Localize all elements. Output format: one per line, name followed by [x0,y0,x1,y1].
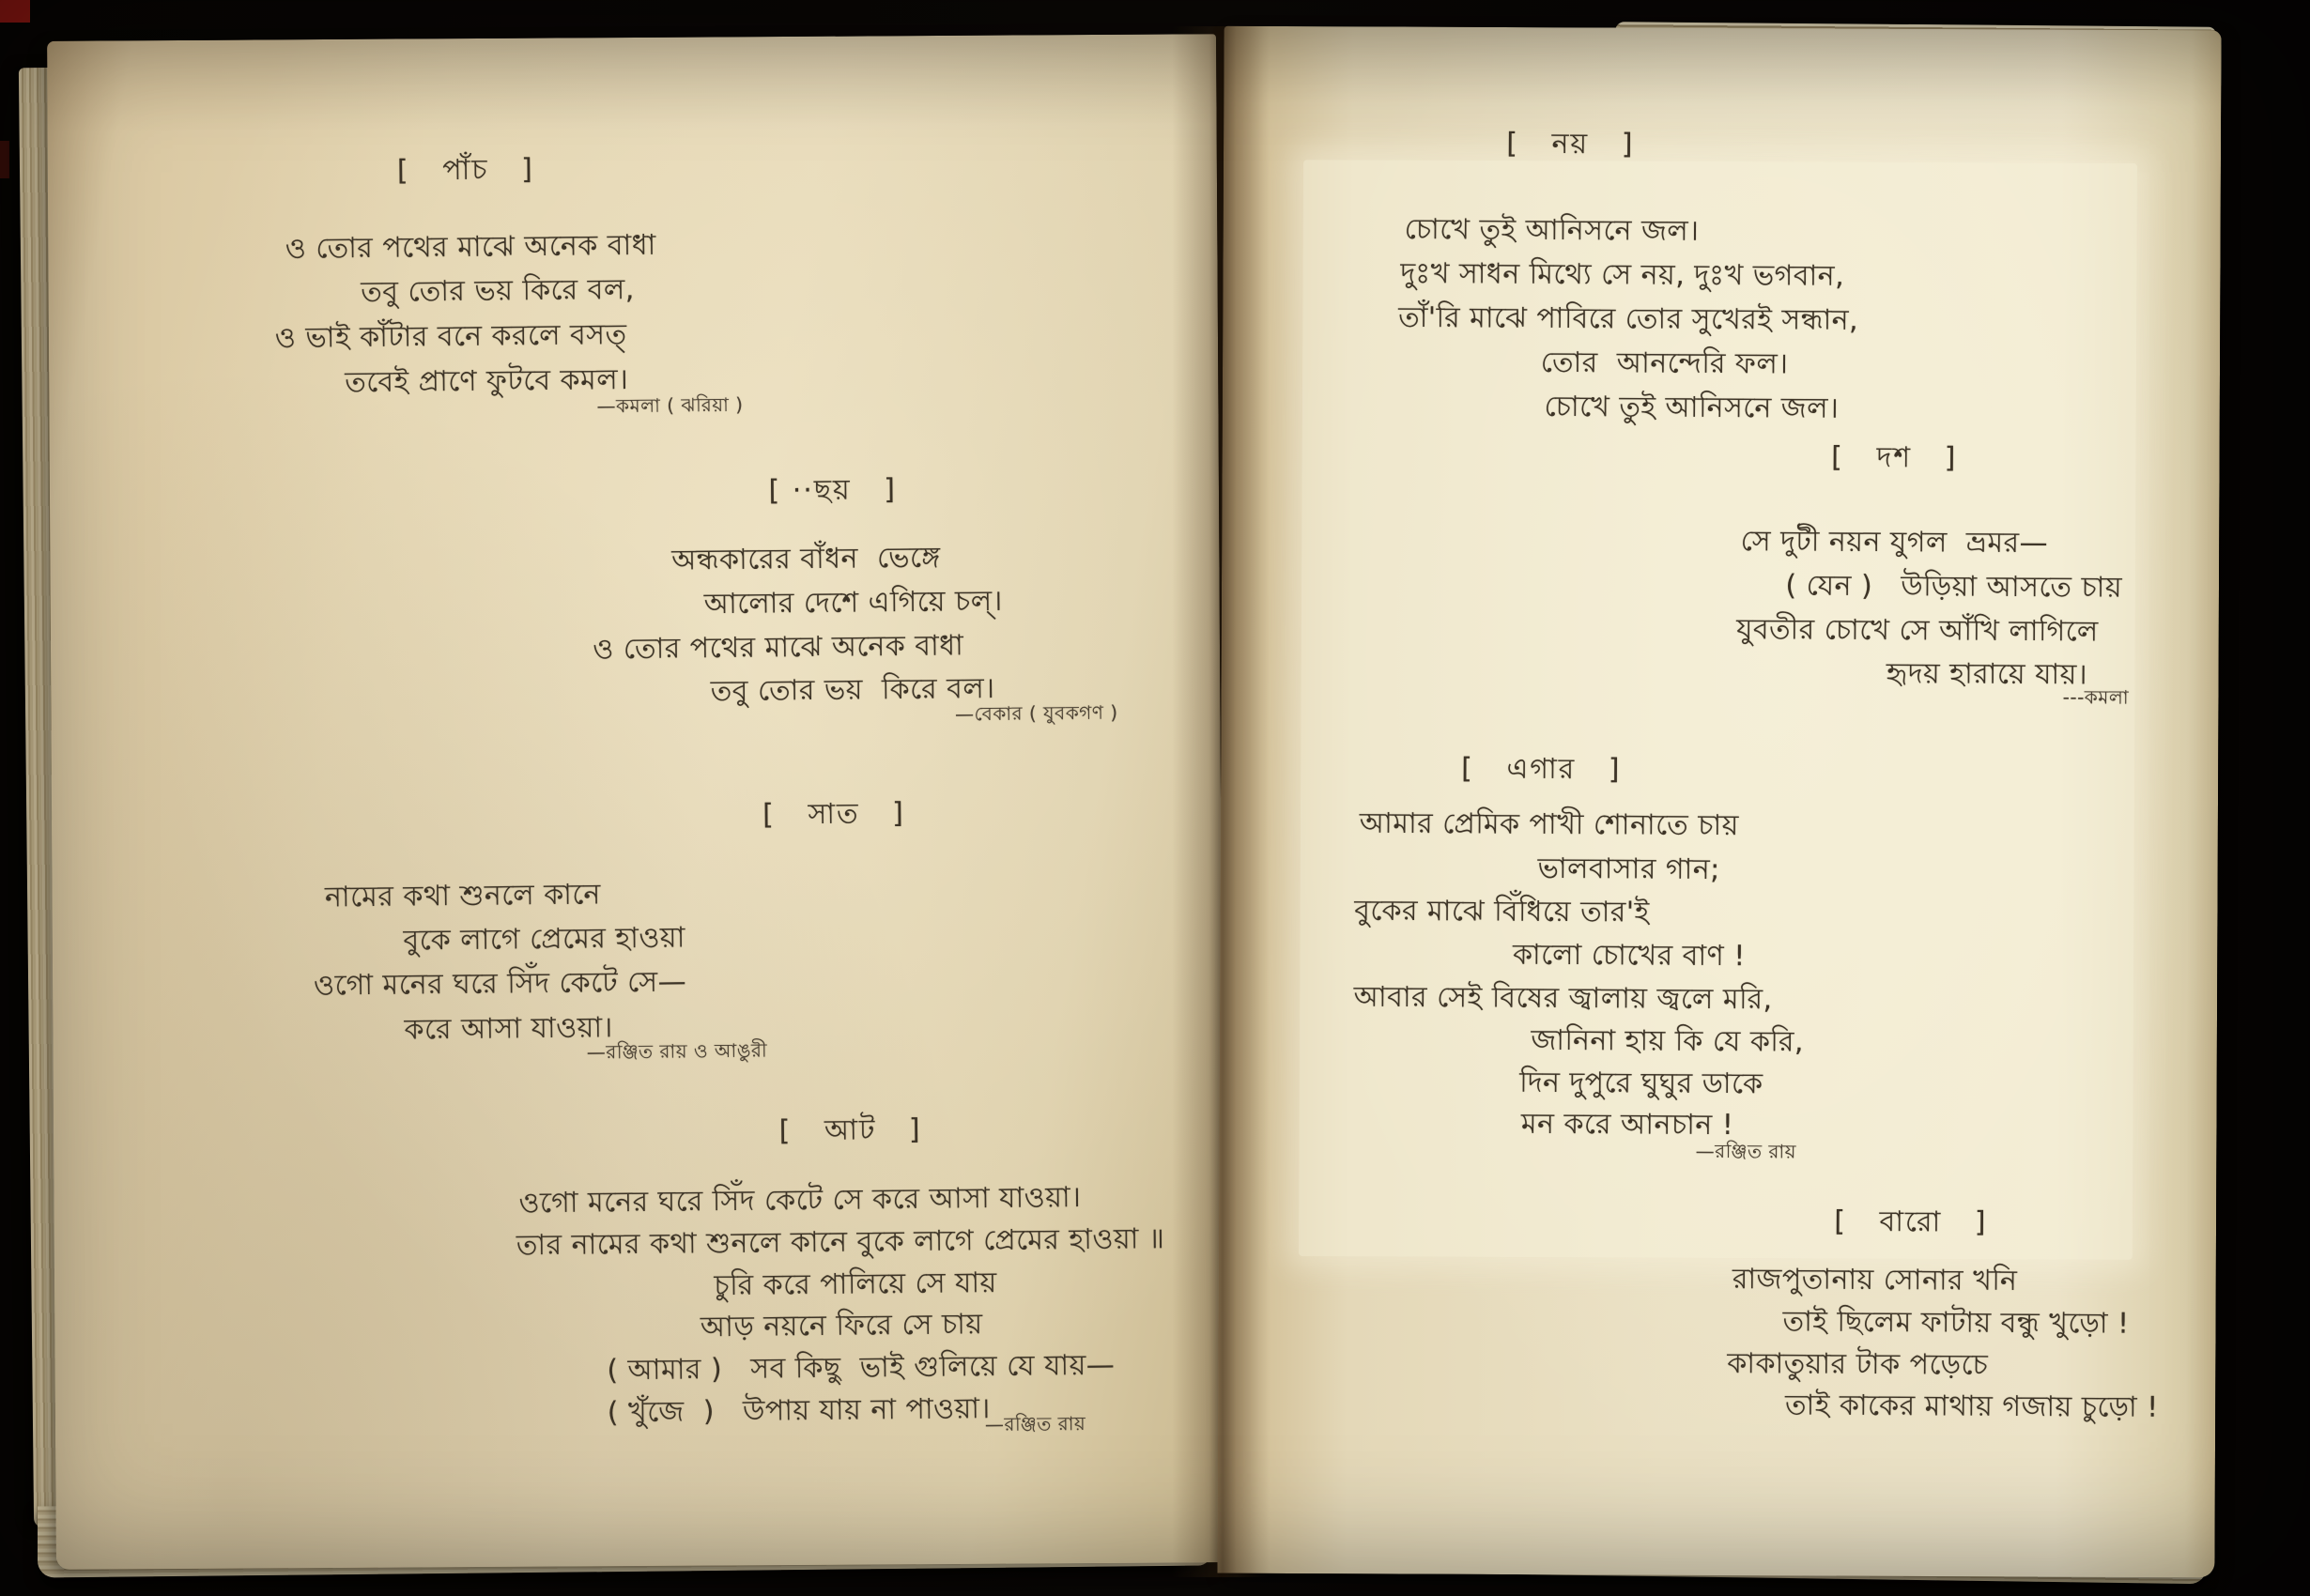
poem-line-nine: তাঁ'রি মাঝে পাবিরে তোর সুখেরই সন্ধান, [1398,300,1859,337]
attribution-eight: —রঞ্জিত রায় [984,1412,1086,1436]
poem-line-eight: ওগো মনের ঘরে সিঁদ কেটে সে করে আসা যাওয়া। [518,1181,1082,1220]
red-mark-small [0,141,9,178]
poem-line-ten: যুবতীর চোখে সে আঁখি লাগিলে [1736,613,2099,649]
poem-line-nine: তোর আনন্দেরি ফল। [1540,345,1789,381]
poem-line-nine: চোখে তুই আনিসনে জল। [1404,212,1700,248]
poem-line-eight: আড় নয়নে ফিরে সে চায় [700,1308,983,1344]
poem-line-nine: দুঃখ সাধন মিথ্যে সে নয়, দুঃখ ভগবান, [1400,256,1845,293]
poem-line-twelve: কাকাতুয়ার টাক পড়েচে [1727,1347,1989,1382]
poem-line-ten: ( যেন ) উড়িয়া আসতে চায় [1785,569,2123,605]
poem-line-eight: ( খুঁজে ) উপায় যায় না পাওয়া। [607,1392,991,1430]
poem-line-eleven: আমার প্রেমিক পাখী শোনাতে চায় [1359,806,1739,843]
poem-line-eight: চুরি করে পালিয়ে সে যায় [714,1266,997,1303]
section-header-nine: [ নয় ] [1506,127,1635,161]
poem-line-twelve: রাজপুতানায় সোনার খনি [1732,1263,2018,1297]
poem-line-six: তবু তোর ভয় কিরে বল। [710,671,995,709]
poem-line-eight: ( আমার ) সব কিছু ভাই গুলিয়ে যে যায়— [607,1348,1116,1388]
poem-line-eleven: কালো চোখের বাণ ! [1512,938,1746,974]
poem-line-six: আলোর দেশে এগিয়ে চল্। [703,584,1003,622]
section-header-eleven: [ এগার ] [1461,752,1622,787]
attribution-eleven: —রঞ্জিত রায় [1695,1139,1797,1163]
poem-line-eleven: আবার সেই বিষের জ্বালায় জ্বলে মরি, [1353,980,1773,1017]
attribution-six: —বেকার ( যুবকগণ ) [954,700,1118,726]
right-page-text [1216,25,2223,1578]
poem-line-ten: হৃদয় হারায়ে যায়। [1886,657,2088,692]
poem-line-seven: নামের কথা শুনলে কানে [324,878,602,914]
poem-line-seven: ওগো মনের ঘরে সিঁদ কেটে সে— [313,965,687,1003]
right-page [1217,26,2221,1578]
poem-line-nine: চোখে তুই আনিসনে জল। [1544,390,1840,425]
poem-line-twelve: তাই কাকের মাথায় গজায় চুড়ো ! [1784,1389,2159,1424]
poem-line-eleven: জানিনা হায় কি যে করি, [1531,1023,1805,1059]
poem-line-five: তবেই প্রাণে ফুটবে কমল। [345,363,629,400]
section-header-five: [ পাঁচ ] [396,153,535,188]
poem-line-five: ও তোর পথের মাঝে অনেক বাধা [285,228,656,266]
left-page-text [44,32,1229,1573]
poem-line-seven: করে আসা যাওয়া। [404,1011,614,1047]
poem-line-eleven: দিন দুপুরে ঘুঘুর ডাকে [1519,1066,1763,1101]
left-page [47,34,1225,1570]
section-header-seven: [ সাত ] [762,797,905,832]
section-header-eight: [ আট ] [778,1113,922,1148]
poem-line-seven: বুকে লাগে প্রেমের হাওয়া [403,921,686,958]
red-mark [0,0,30,23]
section-header-ten: [ দশ ] [1831,440,1958,475]
section-header-twelve: [ বারো ] [1834,1205,1988,1239]
poem-line-five: তবু তোর ভয় কিরে বল, [361,272,635,310]
attribution-ten: ---কমলা [2062,685,2130,709]
poem-line-six: ও তোর পথের মাঝে অনেক বাধা [593,629,964,667]
poem-line-ten: সে দুটী নয়ন যুগল ভ্রমর— [1740,525,2049,560]
poem-line-eleven: ভালবাসার গান; [1537,852,1720,887]
poem-line-eight: তার নামের কথা শুনলে কানে বুকে লাগে প্রেমের হাওয়া ॥ [516,1222,1165,1263]
attribution-seven: —রঞ্জিত রায় ও আঙুরী [586,1038,768,1064]
section-header-six: [ ··ছয় ] [768,473,898,508]
poem-line-eleven: বুকের মাঝে বিঁধিয়ে তার'ই [1354,894,1650,929]
attribution-five: —কমলা ( ঝরিয়া ) [596,392,744,418]
poem-line-six: অন্ধকারের বাঁধন ভেঙ্গে [671,541,941,577]
poem-line-eleven: মন করে আনচান ! [1520,1107,1734,1143]
poem-line-five: ও ভাই কাঁটার বনে করলে বসত্ [274,318,627,356]
poem-line-twelve: তাই ছিলেম ফাটায় বন্ধু খুড়ো ! [1782,1305,2130,1341]
